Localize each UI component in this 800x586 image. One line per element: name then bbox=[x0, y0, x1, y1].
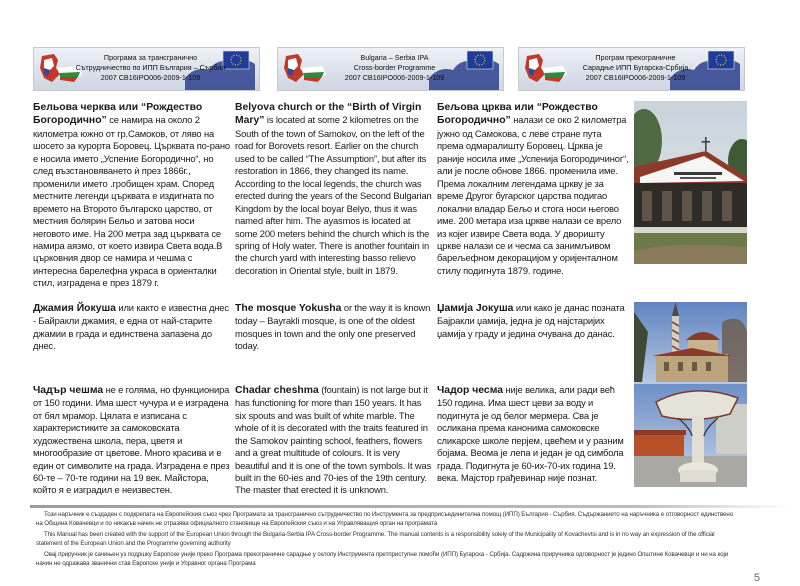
banner-line-3: 2007 CB16IPO006-2009-1-109 bbox=[100, 73, 201, 82]
banner-row bbox=[0, 0, 800, 95]
column-serbian-fountain bbox=[437, 384, 629, 497]
fountain-text: (fountain) is not large but it has functioning for more than 150 years. It has six spouts and was built of white marble. The whole of it is decorated with the traits featured in the Samokov painting school, feathers, flowers and a great multitude of colours. It is very beautiful and it is one of the town symbols. It was built in the 60-ies and 70-ies of the 19th century. The master that erected it is unknown. bbox=[235, 383, 432, 496]
funding-disclaimer bbox=[36, 510, 736, 569]
church-heading: Бельова черква или “Рождество Богородично” bbox=[33, 102, 203, 127]
mosque-paragraph bbox=[437, 302, 629, 340]
disclaimer-english: This Manual has been created with the support of the European Union through the Bulgaria-Serbia IPA Cross-border Programme. The manual contents is a responsibility solely of the Municipality of Kovachevtsi and is in no way an expression of the official statement of the European Union and the Programme governing authority bbox=[36, 530, 715, 548]
banner-text bbox=[314, 53, 475, 83]
mosque-photo bbox=[634, 302, 747, 384]
disclaimer-bulgarian: Този наръчник е създаден с подкрепата на Европейския съюз чрез Програмата за трансгранично сътрудничество по Инструмента за предприсъединителна помощ (ИПП) България - Сърбия. Съдържанието на наръчника е отговорност единствено на Община Ковачевци и по никакъв начин не отразява официалното становище на Европейския съюз и на Управляващия орган на програмата bbox=[36, 510, 734, 528]
church-image bbox=[634, 101, 747, 264]
mosque-text: or the way it is known today – Bayrakli mosque, is one of the oldest mosques in town and the only one preserved today. bbox=[235, 301, 431, 352]
fountain-heading: Chadar cheshma bbox=[235, 384, 319, 396]
banner-line-2: Сарадње ИПП Бугарска-Србија bbox=[582, 63, 689, 72]
column-bulgarian-church bbox=[33, 101, 230, 302]
programme-banner-serbian bbox=[518, 47, 745, 91]
column-bulgarian-mosque bbox=[33, 302, 230, 384]
mosque-text: или както е известна днес - Байракли джамия, е една от най-старите джамии в града и единствена запазена до днес. bbox=[33, 301, 229, 352]
fountain-heading: Чадър чешма bbox=[33, 384, 104, 396]
fountain-text: није велика, али ради већ 150 година. Има шест цеви за воду и подигнута је од белог мермера. Сва је осликана према канонима самоковске сликарске школе перјем, цвећем и у разним бојама. Веома је лепа и један је од симбола града. Подигнута је 60-их-70-их година 19. века. Мајстор грађевинар није познат. bbox=[437, 383, 624, 483]
column-serbian-mosque bbox=[437, 302, 629, 384]
church-paragraph bbox=[33, 101, 230, 290]
column-english-church bbox=[235, 101, 432, 302]
banner-line-1: Програм прекограничне bbox=[595, 53, 676, 62]
column-serbian-church bbox=[437, 101, 629, 302]
church-text: налази се око 2 километра јужно од Самокова, с леве стране пута према одмаралишту Боровец. Црква је раније носила име „Успенија Богородичиног“, али је после обнове 1866. променила име. Према локалним легендама цркву је за време Другог бугарског царства подигао локални владар Бељо и стога носи његово име. 200 метара иза цркве налази се врело из којег извире Света вода. У дворишту цркве налази се и чесма са занимљивом барељефном декорацијом у оријенталном стилу подигнута 1879. године. bbox=[437, 114, 629, 276]
column-english-fountain bbox=[235, 384, 432, 497]
mosque-text: или како је данас позната Бајракли џамија, једна је од најстаријих џамија у граду и једина очувана до данас. bbox=[437, 301, 625, 339]
church-heading: Belyova church or the “Birth of Virgin Mary” bbox=[235, 102, 422, 127]
banner-line-3: 2007 CB16IPO006-2009-1-109 bbox=[344, 73, 445, 82]
programme-banner-bulgarian bbox=[33, 47, 260, 91]
fountain-image bbox=[634, 384, 747, 487]
column-bulgarian-fountain bbox=[33, 384, 230, 497]
church-text: се намира на около 2 километра южно от гр.Самоков, от ляво на шосето за курорта Боровец. Църквата по-рано е носила името „Успение Богородично“, но след възстановяването ѝ през 1866г., променили името .гробищен храм. Според местните легенди църквата е издигната по времето на Второто българско царство, от местния болярин Бельо и затова носи неговото име. На 200 метра зад църквата се намира аязмо, от което извира Света вода.В църковния двор се намира и чешма с интересна барелефна украса в ориенталки стил, изградена е през 1879 г. bbox=[33, 114, 230, 289]
banner-text bbox=[70, 53, 231, 83]
church-paragraph bbox=[437, 101, 629, 277]
fountain-text: не е голяма, но функционира от 150 години. Има шест чучура и е изградена от бял мрамор. Цялата е изписана с характеристиките за самоковската художествена школа, пера, цветя и многообразие от цветове. Много красива и е един от символите на града. Изградена е през 60-те – 70-те години на 19 век. Майстора, който я е изградил е неизвестен. bbox=[33, 383, 230, 496]
fountain-paragraph bbox=[235, 384, 432, 497]
mosque-paragraph bbox=[33, 302, 230, 353]
banner-line-1: Програма за трансгранично bbox=[103, 53, 198, 62]
fountain-paragraph bbox=[33, 384, 230, 497]
banner-line-2: Cross-border Programme bbox=[353, 63, 436, 72]
mosque-paragraph bbox=[235, 302, 432, 353]
church-heading: Бељова црква или “Рождество Богородично” bbox=[437, 102, 598, 127]
fountain-paragraph bbox=[437, 384, 629, 485]
footer-divider bbox=[30, 505, 790, 508]
banner-line-2: Сътрудничество по ИПП България – Сърбия bbox=[75, 63, 226, 72]
column-english-mosque bbox=[235, 302, 432, 384]
banner-text bbox=[555, 53, 716, 83]
content-grid bbox=[33, 101, 800, 497]
fountain-photo bbox=[634, 384, 747, 487]
disclaimer-serbian: Овај приручник је сачињен уз подршку Европске уније преко Програма прекограничне сарадње у склопу Инструмента претприступне помоћи (ИПП) Бугарска - Србија. Садржина приручника одговорност је једино Општине Ковачевци и ни на који начин не одражава званични став Европске уније и Управног органа Програма bbox=[36, 550, 729, 568]
page-number: 5 bbox=[753, 571, 760, 584]
mosque-heading: Џамија Јокуша bbox=[437, 302, 514, 314]
church-paragraph bbox=[235, 101, 432, 277]
banner-line-1: Bulgaria – Serbia IPA bbox=[360, 53, 429, 62]
programme-banner-english bbox=[277, 47, 504, 91]
fountain-heading: Чадор чесма bbox=[437, 384, 504, 396]
church-photo bbox=[634, 101, 747, 264]
mosque-heading: The mosque Yokusha bbox=[235, 302, 342, 314]
mosque-heading: Джамия Йокуша bbox=[33, 302, 116, 314]
banner-line-3: 2007 CB16IPO006-2009-1-109 bbox=[585, 73, 686, 82]
mosque-image bbox=[634, 302, 747, 384]
church-text: is located at some 2 kilometres on the South of the town of Samokov, on the left of the road for Borovets resort. Earlier on the church used to be called “The Assumption”, but after its restoration in 1866, they changed its name. According to the local legends, the church was erected during the years of the Second Bulgarian Kingdom by the local boyar Belyo, thus it was named after him. The ayasmos is located at some 200 meters behind the church which is the spring of Holy water. There is another fountain in the church yard with interesting basso relievo decoration in Oriental style, built in 1879. bbox=[235, 114, 432, 276]
